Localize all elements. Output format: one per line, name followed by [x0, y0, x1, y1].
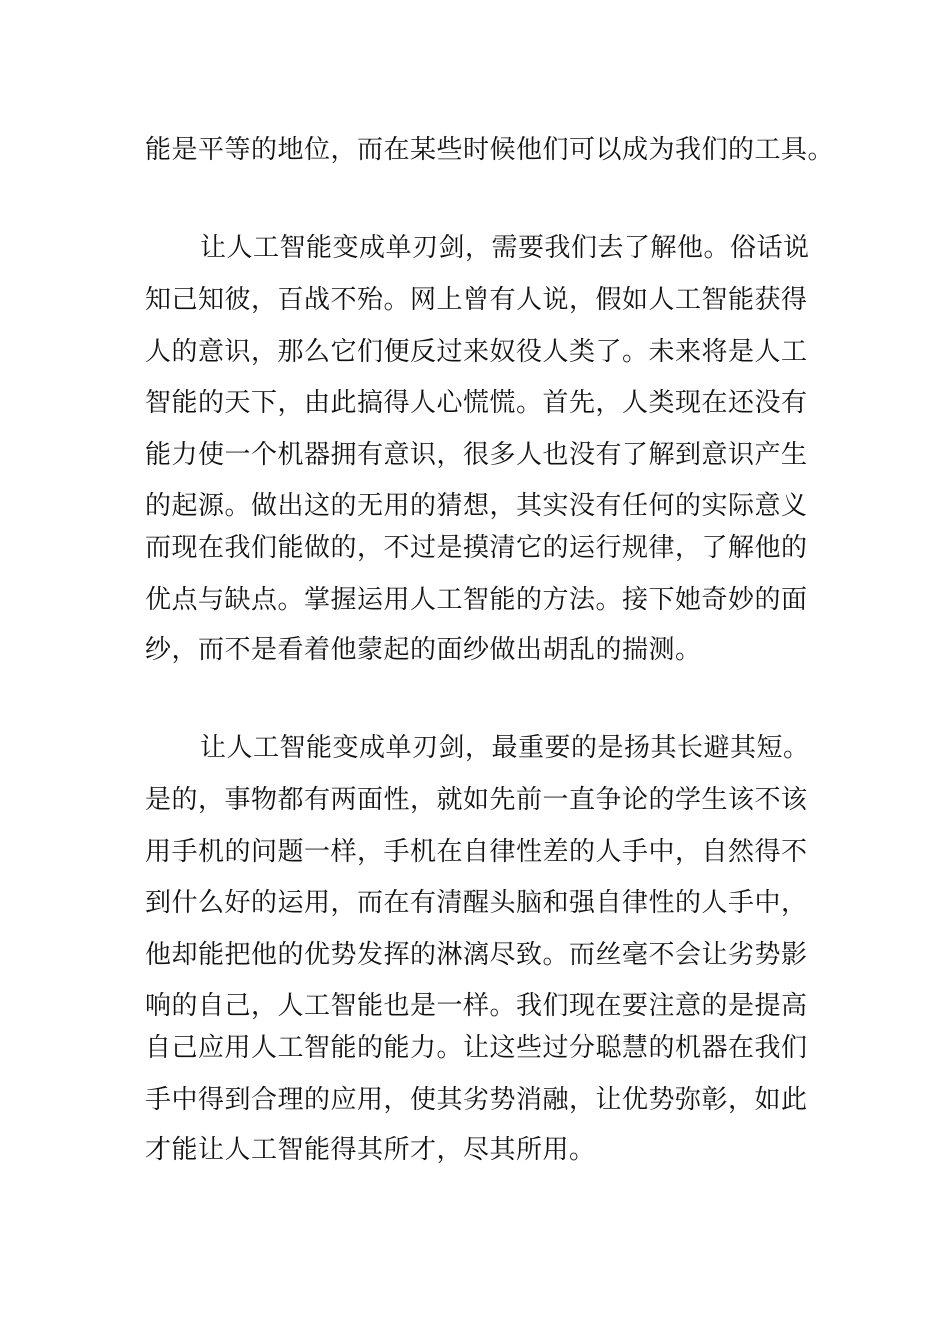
paragraph-3-line-2: 是的，事物都有两面性，就如先前一直争论的学生该不该: [145, 785, 808, 815]
paragraph-3-line-9: 才能让人工智能得其所才，尽其所用。: [145, 1135, 596, 1165]
paragraph-3-line-4: 到什么好的运用，而在有清醒头脑和强自律性的人手中，: [145, 888, 808, 918]
paragraph-2-line-2: 知己知彼，百战不殆。网上曾有人说，假如人工智能获得: [145, 285, 808, 315]
paragraph-2-line-7: 而现在我们能做的，不过是摸清它的运行规律，了解他的: [145, 533, 808, 563]
paragraph-2-line-3: 人的意识，那么它们便反过来奴役人类了。未来将是人工: [145, 337, 808, 367]
paragraph-3-line-1: 让人工智能变成单刃剑，最重要的是扬其长避其短。: [200, 733, 810, 763]
paragraph-1-line-1: 能是平等的地位，而在某些时候他们可以成为我们的工具。: [145, 135, 835, 165]
paragraph-2-line-4: 智能的天下，由此搞得人心慌慌。首先，人类现在还没有: [145, 388, 808, 418]
paragraph-2-line-6: 的起源。做出这的无用的猜想，其实没有任何的实际意义: [145, 491, 808, 521]
paragraph-3-line-8: 手中得到合理的应用，使其劣势消融，让优势弥彰，如此: [145, 1085, 808, 1115]
paragraph-2-line-5: 能力使一个机器拥有意识，很多人也没有了解到意识产生: [145, 440, 808, 470]
paragraph-3-line-5: 他却能把他的优势发挥的淋漓尽致。而丝毫不会让劣势影: [145, 940, 808, 970]
paragraph-3-line-3: 用手机的问题一样，手机在自律性差的人手中，自然得不: [145, 837, 808, 867]
paragraph-2-line-8: 优点与缺点。掌握运用人工智能的方法。接下她奇妙的面: [145, 585, 808, 615]
paragraph-2-line-9: 纱，而不是看着他蒙起的面纱做出胡乱的揣测。: [145, 635, 702, 665]
paragraph-3-line-7: 自己应用人工智能的能力。让这些过分聪慧的机器在我们: [145, 1033, 808, 1063]
paragraph-3-line-6: 响的自己，人工智能也是一样。我们现在要注意的是提高: [145, 991, 808, 1021]
paragraph-2-line-1: 让人工智能变成单刃剑，需要我们去了解他。俗话说: [200, 233, 810, 263]
